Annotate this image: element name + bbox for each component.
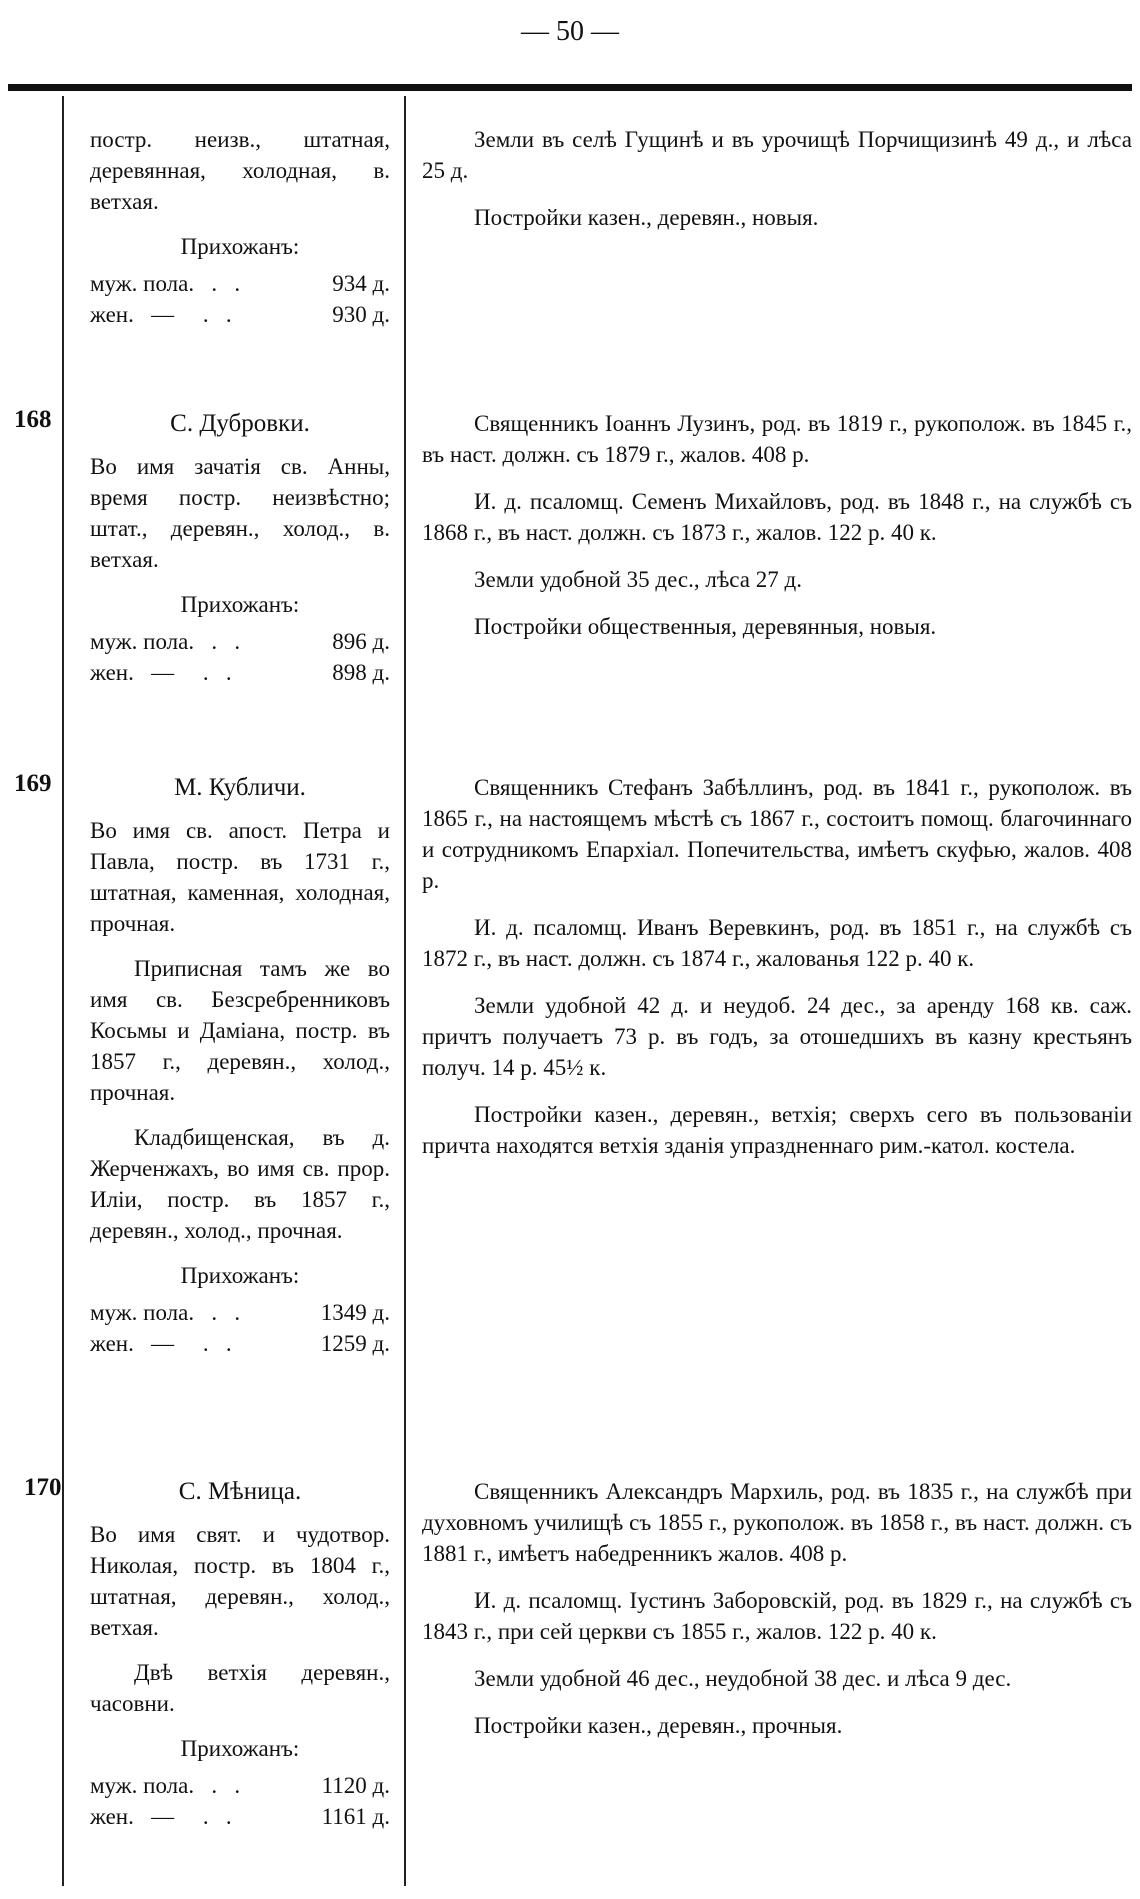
top-rule xyxy=(8,84,1132,91)
church-description: Кладбищенская, въ д. Жерченжахъ, во имя св. прор. Иліи, постр. въ 1857 г., деревян., холод., прочная. xyxy=(90,1125,390,1243)
entry-169-details xyxy=(422,772,1132,1177)
entry-169-church xyxy=(90,772,390,1359)
church-description: Во имя свят. и чудотвор. Николая, постр. въ 1804 г., штатная, деревян., холод., ветхая. xyxy=(90,1522,390,1640)
parishioners-label: Прихожанъ: xyxy=(180,234,300,259)
detail-paragraph: Постройки казен., деревян., новыя. xyxy=(474,205,819,230)
detail-paragraph: Священникъ Іоаннъ Лузинъ, род. въ 1819 г., рукополож. въ 1845 г., въ наст. должн. съ 1879 г., жалов. 408 р. xyxy=(422,411,1132,467)
male-count: муж. пола. . . 1349 д. xyxy=(90,1300,390,1325)
parish-title: М. Кубличи. xyxy=(174,774,306,801)
male-count: муж. пола. . . 1120 д. xyxy=(90,1773,390,1798)
detail-paragraph: Земли удобной 42 д. и неудоб. 24 дес., за аренду 168 кв. саж. причтъ получаетъ 73 р. въ годъ, за отошедшихъ въ казну крестьянъ получ. 14 р. 45½ к. xyxy=(422,993,1132,1080)
detail-paragraph: И. д. псаломщ. Иванъ Веревкинъ, род. въ 1851 г., на службѣ съ 1872 г., въ наст. должн. съ 1874 г., жалованья 122 р. 40 к. xyxy=(422,915,1132,971)
entry-number: 168 xyxy=(14,406,52,433)
detail-paragraph: Земли удобной 35 дес., лѣса 27 д. xyxy=(474,567,802,592)
parish-title: С. Мѣница. xyxy=(178,1478,302,1505)
entry-170-details xyxy=(422,1476,1132,1757)
male-count: муж. пола. . . 896 д. xyxy=(90,629,390,654)
entry-number: 169 xyxy=(14,770,52,797)
church-description: Приписная тамъ же во имя св. Безсребренниковъ Косьмы и Даміана, постр. въ 1857 г., деревян., холод., прочная. xyxy=(90,956,390,1105)
detail-paragraph: Постройки казен., деревян., прочныя. xyxy=(474,1713,843,1738)
entry-168-details xyxy=(422,408,1132,658)
church-description: Во имя зачатія св. Анны, время постр. неизвѣстно; штат., деревян., холод., в. ветхая. xyxy=(90,454,390,572)
parishioners-label: Прихожанъ: xyxy=(180,1736,300,1761)
female-count: жен. — . . 1259 д. xyxy=(90,1331,390,1356)
detail-paragraph: Земли удобной 46 дес., неудобной 38 дес. и лѣса 9 дес. xyxy=(474,1666,1012,1691)
church-description: Во имя св. апост. Петра и Павла, постр. въ 1731 г., штатная, каменная, холодная, прочная. xyxy=(90,818,390,936)
detail-paragraph: Священникъ Стефанъ Забѣллинъ, род. въ 1841 г., рукополож. въ 1865 г., на настоящемъ мѣстѣ съ 1867 г., состоитъ помощ. благочиннаго и сотрудникомъ Епархіал. Попечительства, имѣетъ скуфью, жалов. 408 р. xyxy=(422,775,1132,893)
entry-0-details xyxy=(422,124,1132,249)
page-number: — 50 — xyxy=(521,16,619,47)
detail-paragraph: И. д. псаломщ. Семенъ Михайловъ, род. въ 1848 г., на службѣ съ 1868 г., въ наст. должн. съ 1873 г., жалов. 122 р. 40 к. xyxy=(422,489,1132,545)
parishioners-label: Прихожанъ: xyxy=(180,1263,300,1288)
entry-number: 170 xyxy=(24,1474,62,1501)
detail-paragraph: Постройки казен., деревян., ветхія; сверхъ сего въ пользованіи причта находятся ветхія зданія упраздненнаго рим.-катол. костела. xyxy=(422,1102,1132,1158)
entry-0-church xyxy=(90,124,390,330)
detail-paragraph: Священникъ Александръ Мархиль, род. въ 1835 г., на службѣ при духовномъ училищѣ съ 1855 г., рукополож. въ 1858 г., въ наст. должн. съ 1881 г., имѣетъ набедренникъ жалов. 408 р. xyxy=(422,1479,1132,1566)
parishioners-label: Прихожанъ: xyxy=(180,592,300,617)
church-description: постр. неизв., штатная, деревянная, холодная, в. ветхая. xyxy=(90,127,390,214)
female-count: жен. — . . 1161 д. xyxy=(90,1804,390,1829)
parish-title: С. Дубровки. xyxy=(170,410,310,437)
left-column-rule xyxy=(62,96,64,1886)
detail-paragraph: И. д. псаломщ. Іустинъ Заборовскій, род. въ 1829 г., на службѣ съ 1843 г., при сей церкви съ 1855 г., жалов. 122 р. 40 к. xyxy=(422,1588,1132,1644)
entry-170-church xyxy=(90,1476,390,1832)
right-column-rule xyxy=(404,96,406,1886)
entry-168-church xyxy=(90,408,390,688)
male-count: муж. пола. . . 934 д. xyxy=(90,271,390,296)
detail-paragraph: Постройки общественныя, деревянныя, новыя. xyxy=(474,614,937,639)
detail-paragraph: Земли въ селѣ Гущинѣ и въ урочищѣ Порчищизинѣ 49 д., и лѣса 25 д. xyxy=(422,127,1132,183)
female-count: жен. — . . 930 д. xyxy=(90,302,390,327)
female-count: жен. — . . 898 д. xyxy=(90,660,390,685)
church-description: Двѣ ветхія деревян., часовни. xyxy=(90,1660,390,1716)
